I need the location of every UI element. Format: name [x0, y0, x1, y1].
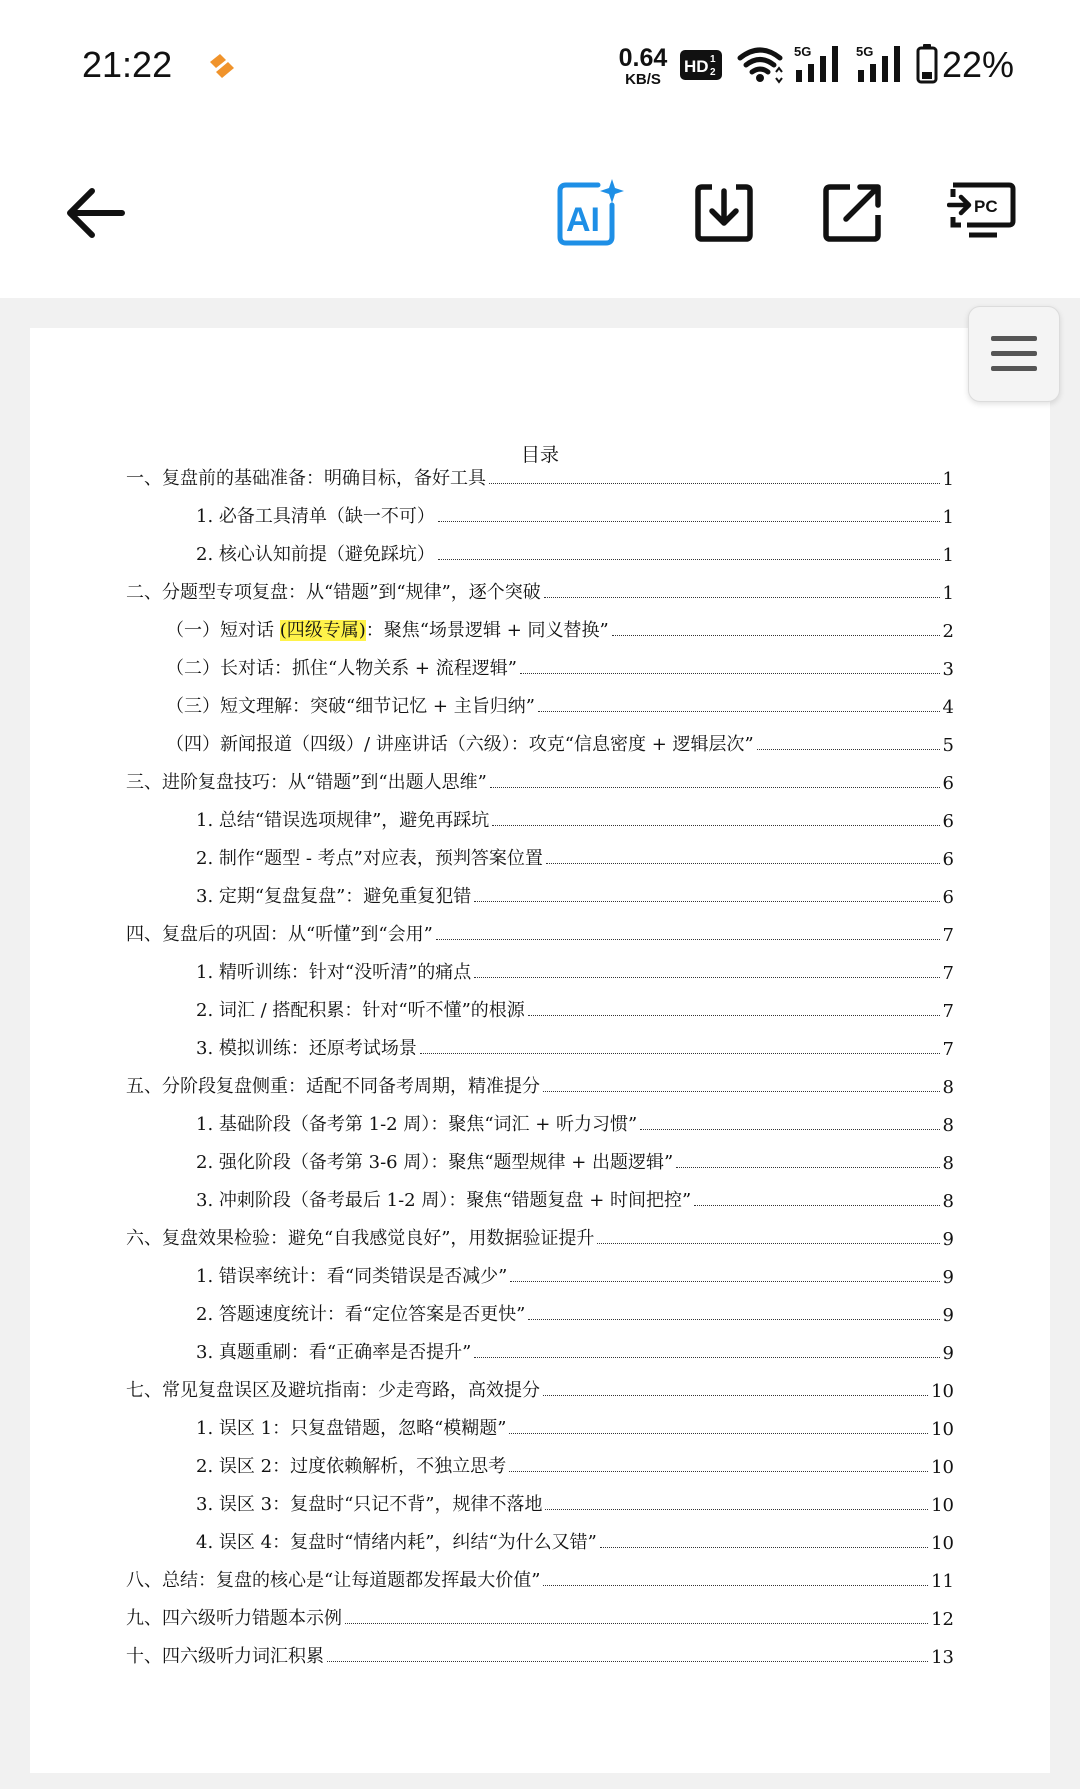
toc-page-number: 12	[931, 1609, 954, 1630]
toc-dot-leader	[492, 825, 939, 826]
hd-index-2: 2	[710, 67, 716, 78]
toc-entry-text: 2. 答题速度统计：看“定位答案是否更快”	[196, 1304, 526, 1325]
toc-entry-title	[126, 1072, 540, 1098]
toc-entry-title	[126, 1604, 342, 1630]
toc-entry-text: 2. 词汇 / 搭配积累：针对“听不懂”的根源	[196, 1000, 525, 1021]
toc-page-number: 10	[931, 1419, 954, 1440]
toc-entry-title	[196, 1034, 417, 1060]
network-speed	[616, 46, 670, 87]
send-to-pc-button[interactable]	[944, 175, 1020, 251]
network-speed-unit: KB/S	[625, 71, 661, 88]
toc-page-number: 7	[942, 963, 954, 984]
hd-label: HD	[684, 57, 709, 76]
toc-entry[interactable]	[166, 654, 954, 680]
network-speed-value: 0.64	[618, 44, 668, 72]
toc-entry[interactable]	[196, 1034, 954, 1060]
toc-entry-title	[126, 1224, 594, 1250]
toc-entry[interactable]	[196, 882, 954, 908]
toc-page-number: 8	[942, 1153, 954, 1174]
toc-dot-leader	[509, 1433, 928, 1434]
toc-dot-leader	[528, 1319, 939, 1320]
toc-entry-text: （一）短对话	[166, 620, 280, 641]
toc-entry-text: 3. 真题重刷：看“正确率是否提升”	[196, 1342, 472, 1363]
toc-entry-title	[196, 958, 471, 984]
toc-entry[interactable]	[166, 616, 954, 642]
toc-page-number: 9	[942, 1267, 954, 1288]
document-viewer[interactable]	[0, 298, 1080, 1789]
toc-page-number: 11	[931, 1571, 954, 1592]
toc-entry-text: 2. 误区 2：过度依赖解析，不独立思考	[196, 1456, 507, 1477]
toc-entry-text: 2. 核心认知前提（避免踩坑）	[196, 544, 435, 565]
toc-page-number: 7	[942, 925, 954, 946]
toc-entry[interactable]	[126, 768, 954, 794]
toc-entry-title	[196, 1490, 542, 1516]
pc-transfer-icon	[947, 181, 1017, 245]
toc-entry-title	[196, 882, 471, 908]
share-icon	[820, 181, 884, 245]
toc-page-number: 6	[942, 811, 954, 832]
toc-entry[interactable]	[196, 502, 954, 528]
toc-dot-leader	[640, 1129, 939, 1130]
toc-entry-text: 五、分阶段复盘侧重：适配不同备考周期，精准提分	[126, 1076, 540, 1097]
toc-entry-title	[196, 1338, 471, 1364]
toc-dot-leader	[520, 673, 940, 674]
toc-entry-text: （二）长对话：抓住“人物关系 + 流程逻辑”	[166, 658, 517, 679]
toc-dot-leader	[544, 597, 940, 598]
toc-entry-text: 二、分题型专项复盘：从“错题”到“规律”，逐个突破	[126, 582, 541, 603]
toc-page-number: 9	[942, 1305, 954, 1326]
toc-entry[interactable]	[196, 1262, 954, 1288]
toc-dot-leader	[474, 901, 939, 902]
toc-entry-title	[126, 1642, 324, 1668]
toc-entry-title	[196, 844, 543, 870]
toc-entry-title	[196, 806, 489, 832]
arrow-left-icon	[64, 185, 128, 241]
document-page[interactable]	[30, 328, 1050, 1773]
toc-dot-leader	[474, 977, 939, 978]
toc-dot-leader	[543, 1091, 940, 1092]
toc-entry[interactable]	[126, 1642, 954, 1668]
toc-entry[interactable]	[196, 1300, 954, 1326]
toc-entry-text: 1. 总结“错误选项规律”，避免再踩坑	[196, 810, 490, 831]
toc-entry-text: （三）短文理解：突破“细节记忆 + 主旨归纳”	[166, 696, 535, 717]
toc-page-number: 6	[942, 849, 954, 870]
toc-page-number: 10	[931, 1495, 954, 1516]
toc-dot-leader	[538, 711, 940, 712]
ai-assistant-button[interactable]	[552, 175, 628, 251]
toc-dot-leader	[694, 1205, 939, 1206]
toc-entry-title	[196, 1452, 506, 1478]
toc-entry-title	[196, 1110, 637, 1136]
toc-entry[interactable]	[196, 844, 954, 870]
hd-voice-icon	[680, 50, 722, 80]
toc-entry-title	[196, 1148, 673, 1174]
toc-entry-text: 3. 冲刺阶段（备考最后 1-2 周）：聚焦“错题复盘 + 时间把控”	[196, 1190, 692, 1211]
toc-entry-title	[196, 1186, 691, 1212]
toc-entry-title	[126, 920, 433, 946]
toc-entry[interactable]	[196, 1452, 954, 1478]
toc-dot-leader	[543, 1395, 928, 1396]
toc-entry[interactable]	[196, 1110, 954, 1136]
toc-dot-leader	[509, 1471, 928, 1472]
toc-dot-leader	[474, 1357, 939, 1358]
toc-dot-leader	[528, 1015, 940, 1016]
toc-entry-title	[196, 1300, 525, 1326]
toc-entry[interactable]	[126, 464, 954, 490]
toc-entry[interactable]	[196, 1338, 954, 1364]
toc-entry[interactable]	[126, 1604, 954, 1630]
toc-page-number: 10	[931, 1533, 954, 1554]
toc-page-number: 13	[931, 1647, 954, 1668]
toc-entry-text: 2. 制作“题型 - 考点”对应表，预判答案位置	[196, 848, 543, 869]
toc-entry-text: 1. 误区 1：只复盘错题，忽略“模糊题”	[196, 1418, 507, 1439]
toc-page-number: 7	[942, 1001, 954, 1022]
toc-entry-title	[166, 616, 609, 642]
toc-entry[interactable]	[196, 1186, 954, 1212]
hd-index: 1	[710, 54, 716, 65]
toc-entry-text: 四、复盘后的巩固：从“听懂”到“会用”	[126, 924, 433, 945]
toc-entry[interactable]	[126, 1376, 954, 1402]
toc-dot-leader	[597, 1243, 939, 1244]
toc-dot-leader	[436, 939, 940, 940]
cellular-label: 5G	[794, 44, 812, 59]
status-bar	[0, 0, 1080, 130]
toc-entry-title	[196, 502, 435, 528]
share-button[interactable]	[814, 175, 890, 251]
toc-dot-leader	[489, 483, 940, 484]
toc-dot-leader	[546, 863, 940, 864]
toc-dot-leader	[420, 1053, 940, 1054]
toc-entry[interactable]	[196, 958, 954, 984]
toc-entry-text: 1. 基础阶段（备考第 1-2 周）：聚焦“词汇 + 听力习惯”	[196, 1114, 638, 1135]
toc-entry-title	[126, 464, 486, 490]
toc-entry-text: 3. 模拟训练：还原考试场景	[196, 1038, 417, 1059]
toc-entry-title	[196, 540, 435, 566]
ai-label: AI	[566, 201, 600, 239]
toc-dot-leader	[510, 1281, 939, 1282]
toc-entry[interactable]	[126, 1072, 954, 1098]
toc-entry[interactable]	[126, 1566, 954, 1592]
toc-entry-title	[196, 996, 525, 1022]
toc-dot-leader	[327, 1661, 928, 1662]
clock-time: 21:22	[82, 44, 173, 85]
ai-sparkle-icon	[552, 175, 628, 251]
toc-entry-text: 八、总结：复盘的核心是“让每道题都发挥最大价值”	[126, 1570, 541, 1591]
toc-dot-leader	[543, 1585, 928, 1586]
toc-entry-title	[126, 1376, 540, 1402]
toc-page-number: 4	[942, 697, 954, 718]
toc-entry[interactable]	[126, 1224, 954, 1250]
toc-entry-text: 一、复盘前的基础准备：明确目标，备好工具	[126, 468, 486, 489]
toc-title: 目录	[520, 444, 559, 466]
toc-entry[interactable]	[196, 540, 954, 566]
toc-page-number: 5	[942, 735, 954, 756]
toc-entry-title	[196, 1414, 506, 1440]
toc-entry-text: 十、四六级听力词汇积累	[126, 1646, 324, 1667]
toc-entry-title	[126, 1566, 540, 1592]
toc-dot-leader	[438, 559, 940, 560]
toc-entry[interactable]	[196, 1414, 954, 1440]
toc-entry-text: 三、进阶复盘技巧：从“错题”到“出题人思维”	[126, 772, 487, 793]
download-icon	[692, 181, 756, 245]
toc-page-number: 9	[942, 1229, 954, 1250]
toc-entry-title	[166, 730, 754, 756]
toc-entry-title	[126, 768, 487, 794]
toc-page-number: 1	[942, 507, 954, 528]
toc-dot-leader	[545, 1509, 928, 1510]
toc-dot-leader	[757, 749, 940, 750]
cellular-signal-icon	[794, 44, 846, 82]
toc-dot-leader	[676, 1167, 939, 1168]
toc-dot-leader	[490, 787, 940, 788]
toc-page-number: 2	[942, 621, 954, 642]
toc-entry-text: 1. 错误率统计：看“同类错误是否减少”	[196, 1266, 508, 1287]
battery-icon	[916, 44, 938, 84]
toc-entry-text: 1. 精听训练：针对“没听清”的痛点	[196, 962, 472, 983]
battery-percent: 22%	[942, 44, 1015, 85]
wifi-icon	[736, 46, 784, 84]
toc-page-number: 6	[942, 773, 954, 794]
toc-entry-text: 七、常见复盘误区及避坑指南：少走弯路，高效提分	[126, 1380, 540, 1401]
toc-entry[interactable]	[126, 920, 954, 946]
toc-entry-title	[126, 578, 541, 604]
toc-entry-title	[166, 654, 517, 680]
toc-entry-text: 4. 误区 4：复盘时“情绪内耗”，纠结“为什么又错”	[196, 1532, 597, 1553]
toc-entry[interactable]	[196, 1528, 954, 1554]
toc-page-number: 10	[931, 1381, 954, 1402]
toc-page-number: 8	[942, 1115, 954, 1136]
toc-page-number: 10	[931, 1457, 954, 1478]
toc-dot-leader	[600, 1547, 928, 1548]
cellular-label: 5G	[856, 44, 874, 59]
document-toolbar	[0, 150, 1080, 300]
toc-entry-text: 3. 定期“复盘复盘”：避免重复犯错	[196, 886, 472, 907]
toc-entry-text: （四）新闻报道（四级）/ 讲座讲话（六级）：攻克“信息密度 + 逻辑层次”	[166, 734, 754, 755]
toc-page-number: 1	[942, 545, 954, 566]
toc-entry-title	[196, 1528, 597, 1554]
toc-dot-leader	[612, 635, 940, 636]
toc-page-number: 3	[942, 659, 954, 680]
hamburger-menu-icon	[989, 332, 1039, 376]
toc-page-number: 8	[942, 1077, 954, 1098]
toc-entry-title	[196, 1262, 507, 1288]
toc-entry[interactable]	[166, 730, 954, 756]
toc-entry-text: 九、四六级听力错题本示例	[126, 1608, 342, 1629]
toc-entry[interactable]	[196, 1490, 954, 1516]
toc-page-number: 7	[942, 1039, 954, 1060]
app-notification-icon	[206, 48, 240, 82]
pc-label: PC	[974, 197, 998, 216]
toc-page-number: 9	[942, 1343, 954, 1364]
toc-dot-leader	[438, 521, 940, 522]
toc-entry-text-suffix: ：聚焦“场景逻辑 + 同义替换”	[365, 620, 609, 641]
toc-entry[interactable]	[166, 692, 954, 718]
toc-entry-text: 3. 误区 3：复盘时“只记不背”，规律不落地	[196, 1494, 543, 1515]
cellular-signal-icon	[856, 44, 908, 82]
toc-page-number: 1	[942, 469, 954, 490]
toc-entry-title	[166, 692, 535, 718]
back-button[interactable]	[58, 175, 134, 251]
toc-entry[interactable]	[196, 806, 954, 832]
toc-page-number: 1	[942, 583, 954, 604]
toc-dot-leader	[345, 1623, 928, 1624]
toc-entry-text: 1. 必备工具清单（缺一不可）	[196, 506, 435, 527]
toc-entry[interactable]	[126, 578, 954, 604]
menu-button[interactable]	[968, 306, 1060, 402]
toc-page-number: 6	[942, 887, 954, 908]
toc-page-number: 8	[942, 1191, 954, 1212]
download-button[interactable]	[686, 175, 762, 251]
toc-entry-highlight: (四级专属)	[279, 620, 366, 641]
toc-entry[interactable]	[196, 1148, 954, 1174]
toc-entry-text: 2. 强化阶段（备考第 3-6 周）：聚焦“题型规律 + 出题逻辑”	[196, 1152, 674, 1173]
toc-entry-text: 六、复盘效果检验：避免“自我感觉良好”，用数据验证提升	[126, 1228, 595, 1249]
toc-entry[interactable]	[196, 996, 954, 1022]
